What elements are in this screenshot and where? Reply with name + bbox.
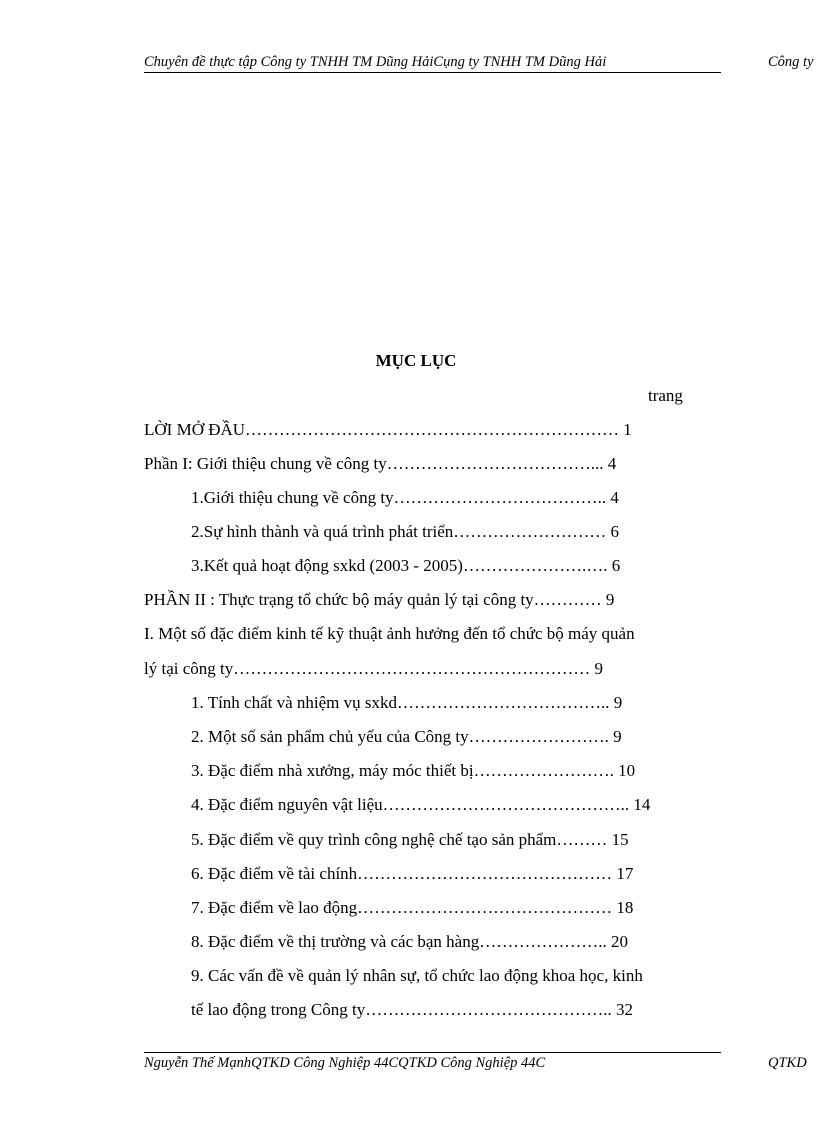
toc-entry-2-2: 2. Một số sản phẩm chủ yếu của Công ty……………………. 9 xyxy=(191,727,622,746)
footer-author-text: Nguyễn Thế MạnhQTKD Công Nghiệp 44CQTKD Công Nghiệp 44C xyxy=(144,1055,546,1071)
toc-entry-section-i-line-1: I. Một số đặc điểm kinh tế kỹ thuật ảnh hưởng đến tổ chức bộ máy quản xyxy=(144,624,635,643)
toc-entry-2-6: 6. Đặc điểm về tài chính……………………………………… 17 xyxy=(191,864,634,883)
toc-entry-2-9-line-2: tế lao động trong Công ty…………………………………….. 32 xyxy=(191,1000,633,1019)
toc-entry-2-9-line-1: 9. Các vấn đề về quản lý nhân sự, tổ chức lao động khoa học, kinh xyxy=(191,966,643,985)
toc-entry-2-7: 7. Đặc điểm về lao động……………………………………… 18 xyxy=(191,898,634,917)
toc-entry-1-2: 2.Sự hình thành và quá trình phát triển……………………… 6 xyxy=(191,522,620,541)
footer-right-text: QTKD xyxy=(768,1055,807,1071)
toc-entry-2-1: 1. Tính chất và nhiệm vụ sxkd……………………………….. 9 xyxy=(191,693,623,712)
toc-entry-2-5: 5. Đặc điểm về quy trình công nghệ chế tạo sản phẩm……… 15 xyxy=(191,830,629,849)
toc-entry-part-2: PHẦN II : Thực trạng tổ chức bộ máy quản lý tại công ty………… 9 xyxy=(144,590,615,609)
toc-entry-part-1: Phần I: Giới thiệu chung về công ty………………………………... 4 xyxy=(144,454,617,473)
header-right-text: Công ty xyxy=(768,54,814,70)
toc-entry-section-i-line-2: lý tại công ty……………………………………………………… 9 xyxy=(144,659,603,678)
toc-entry-1-1: 1.Giới thiệu chung về công ty……………………………….. 4 xyxy=(191,488,619,507)
toc-entry-introduction: LỜI MỞ ĐẦU………………………………………………………… 1 xyxy=(144,420,632,439)
toc-entry-1-3: 3.Kết quả hoạt động sxkd (2003 - 2005)………………….…. 6 xyxy=(191,556,621,575)
toc-page-column-label: trang xyxy=(648,386,683,405)
toc-title: MỤC LỤC xyxy=(375,351,457,370)
toc-entry-2-4: 4. Đặc điểm nguyên vật liệu…………………………………….. 14 xyxy=(191,795,651,814)
footer-divider xyxy=(144,1052,721,1053)
toc-entry-2-8: 8. Đặc điểm về thị trường và các bạn hàng………………….. 20 xyxy=(191,932,628,951)
header-document-title: Chuyên đề thực tập Công ty TNHH TM Dũng HảiCụng ty TNHH TM Dũng Hải xyxy=(144,54,721,73)
toc-entry-2-3: 3. Đặc điểm nhà xưởng, máy móc thiết bị……………………. 10 xyxy=(191,761,636,780)
